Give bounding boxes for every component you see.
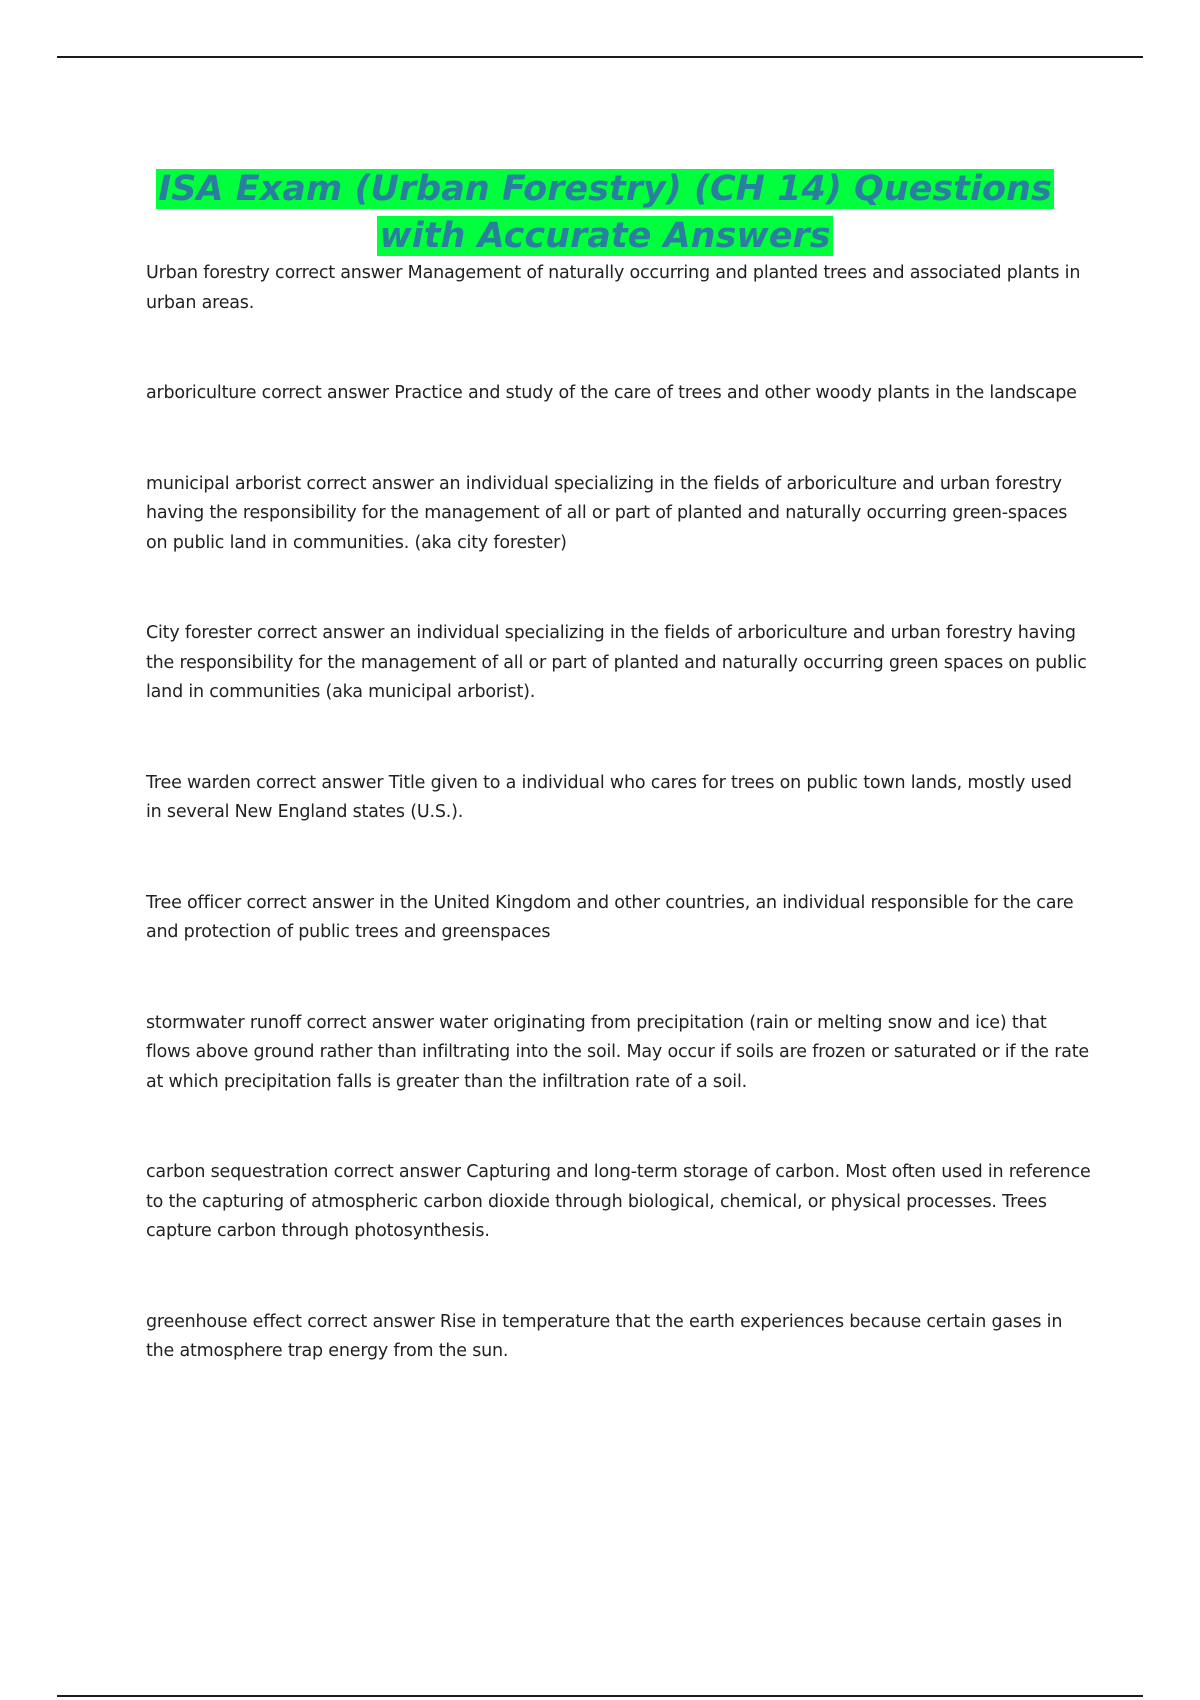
list-item	[146, 769, 1091, 828]
entry-term: municipal arborist	[146, 473, 302, 494]
entry-definition: Management of naturally occurring and planted trees and associated plants in urban areas.	[146, 263, 1081, 313]
entry-definition: Practice and study of the care of trees and other woody plants in the landscape	[394, 383, 1077, 403]
entry-definition: an individual specializing in the fields of arboriculture and urban forestry having the responsibility for the management of all or part of planted and naturally occurring green-spaces on public land in communities. (aka city forester)	[146, 473, 1068, 553]
entry-definition: Capturing and long-term storage of carbon. Most often used in reference to the capturing of atmospheric carbon dioxide through biological, chemical, or physical processes. Trees capture carbon through photosynthesis.	[146, 1162, 1091, 1241]
entry-definition: Rise in temperature that the earth experiences because certain gases in the atmosphere trap energy from the sun.	[146, 1311, 1063, 1361]
entry-separator: correct answer	[307, 1311, 435, 1332]
entry-separator: correct answer	[275, 263, 403, 283]
entry-term: City forester	[146, 623, 252, 643]
entry-separator: correct answer	[333, 1162, 461, 1182]
list-item	[146, 1308, 1091, 1367]
entry-separator: correct answer	[257, 623, 385, 643]
entry-list	[146, 259, 1091, 1428]
list-item	[146, 470, 1091, 559]
entry-separator: correct answer	[246, 892, 374, 913]
list-item	[146, 1158, 1091, 1247]
entry-definition: in the United Kingdom and other countries, an individual responsible for the care and protection of public trees and greenspaces	[146, 892, 1074, 942]
list-item	[146, 259, 1091, 318]
entry-separator: correct answer	[306, 1012, 434, 1033]
top-rule	[57, 56, 1143, 58]
bottom-rule	[57, 1695, 1143, 1697]
entry-term: Tree warden	[146, 772, 251, 793]
title-line-1: ISA Exam (Urban Forestry) (CH 14) Questions	[158, 169, 1052, 209]
entry-separator: correct answer	[261, 383, 389, 403]
entry-term: Tree officer	[146, 892, 242, 913]
entry-term: carbon sequestration	[146, 1162, 329, 1182]
list-item	[146, 619, 1091, 708]
title-line-2: with Accurate Answers	[379, 216, 831, 256]
entry-term: Urban forestry	[146, 263, 270, 283]
entry-definition: water originating from precipitation (rain or melting snow and ice) that flows above ground rather than infiltrating into the soil. May occur if soils are frozen or saturated or if the rate at which precipitation falls is greater than the infiltration rate of a soil.	[146, 1012, 1089, 1092]
list-item	[146, 1009, 1091, 1098]
document-title	[130, 166, 1080, 260]
entry-definition: Title given to a individual who cares for trees on public town lands, mostly used in several New England states (U.S.).	[146, 772, 1072, 822]
list-item	[146, 379, 1091, 409]
entry-term: greenhouse effect	[146, 1311, 302, 1332]
entry-term: stormwater runoff	[146, 1012, 302, 1033]
entry-separator: correct answer	[256, 772, 384, 793]
entry-separator: correct answer	[306, 473, 434, 494]
entry-definition: an individual specializing in the fields of arboriculture and urban forestry having the responsibility for the management of all or part of planted and naturally occurring green spaces on public land in communities (aka municipal arborist).	[146, 623, 1087, 702]
list-item	[146, 889, 1091, 948]
entry-term: arboriculture	[146, 383, 257, 403]
